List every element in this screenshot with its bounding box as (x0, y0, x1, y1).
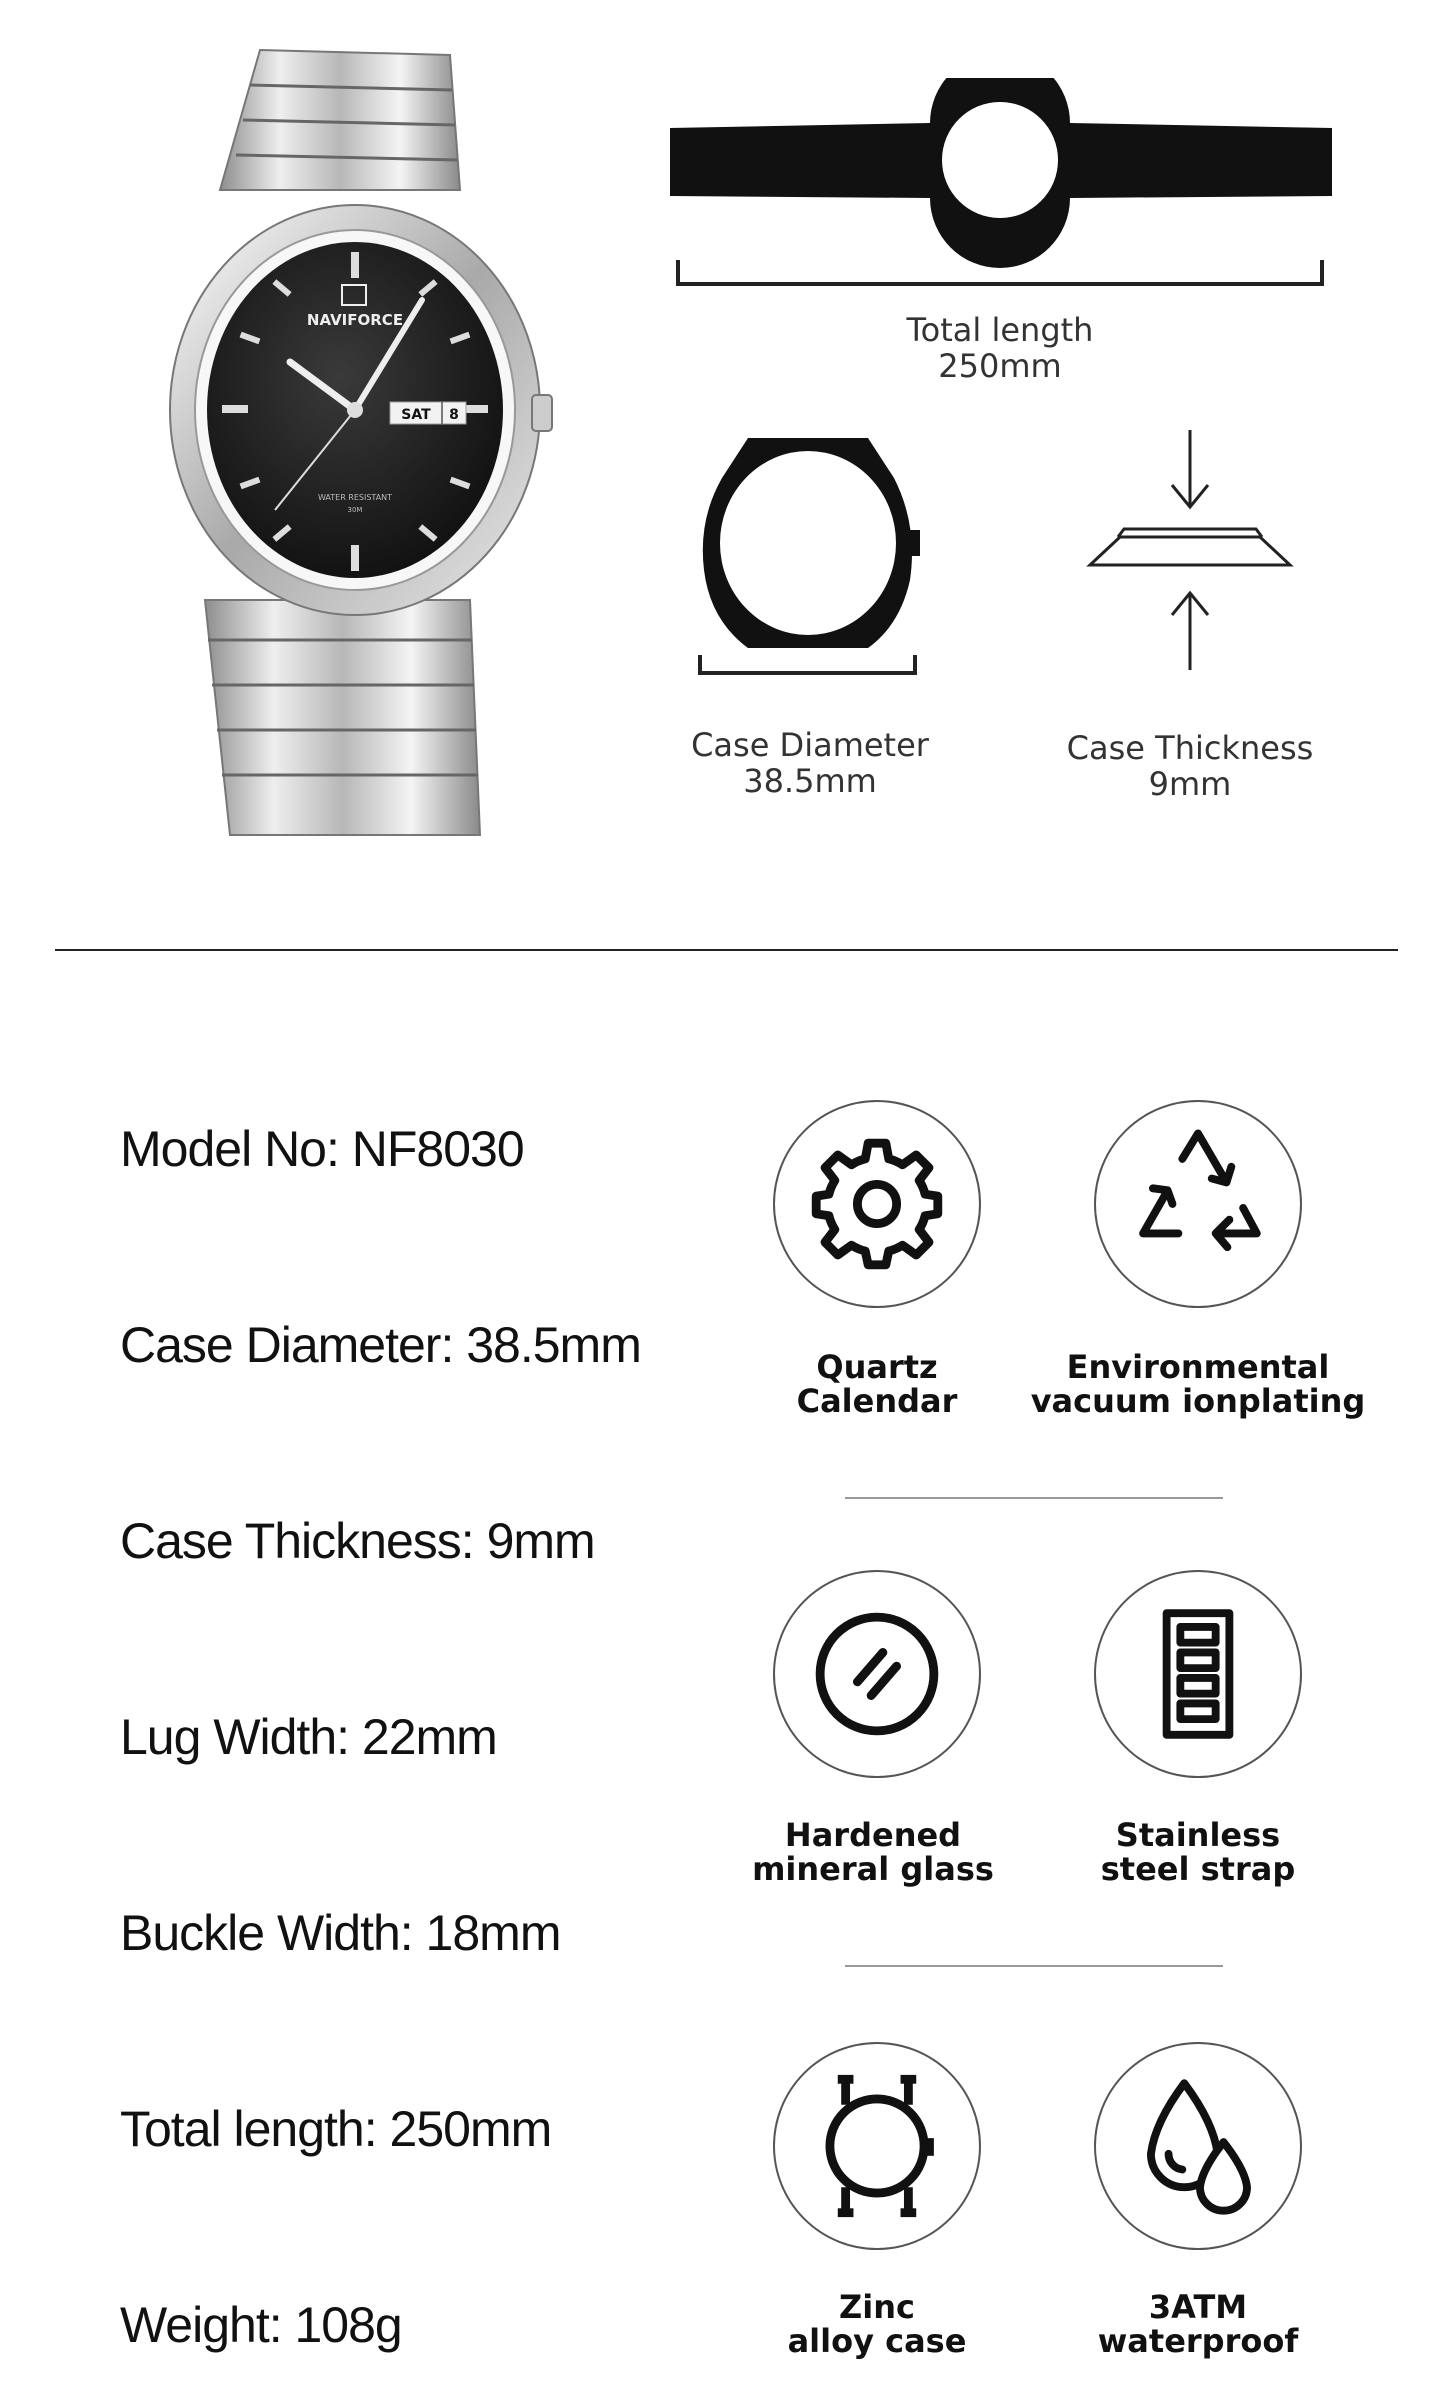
feature-strap-line1: Stainless (1115, 1816, 1281, 1854)
feature-glass-line2: mineral glass (752, 1850, 994, 1888)
feature-waterproof-circle (1094, 2042, 1302, 2250)
feature-quartz-line1: Quartz (816, 1348, 938, 1386)
feature-ionplating-line1: Environmental (1066, 1348, 1330, 1386)
spec-lug-width: Lug Width: 22mm (120, 1709, 497, 1765)
spec-total-length: Total length: 250mm (120, 2101, 552, 2157)
feature-case-circle (773, 2042, 981, 2250)
feature-divider-1 (845, 1497, 1223, 1499)
dial-day: SAT (401, 407, 431, 423)
case-thickness-value: 9mm (1148, 765, 1232, 803)
water-drops-icon (1096, 2044, 1300, 2248)
feature-glass-label (703, 1818, 1043, 1886)
watch-case-icon (775, 2044, 979, 2248)
feature-case-label (707, 2290, 1047, 2358)
case-diameter-diagram (690, 430, 940, 680)
feature-quartz-line2: Calendar (796, 1382, 958, 1420)
feature-quartz-circle (773, 1100, 981, 1308)
recycle-icon (1096, 1102, 1300, 1306)
case-diameter-title: Case Diameter (691, 726, 929, 764)
feature-waterproof-line2: waterproof (1097, 2322, 1299, 2360)
gear-icon (775, 1102, 979, 1306)
case-thickness-title: Case Thickness (1066, 729, 1314, 767)
dial-date: 8 (449, 407, 459, 423)
feature-waterproof-label (1028, 2290, 1368, 2358)
section-divider (55, 949, 1398, 951)
dial-depth-text: 30M (347, 506, 363, 514)
strap-icon (1096, 1572, 1300, 1776)
feature-ionplating-circle (1094, 1100, 1302, 1308)
feature-ionplating-line2: vacuum ionplating (1030, 1382, 1366, 1420)
spec-buckle-width: Buckle Width: 18mm (120, 1905, 561, 1961)
watch-photo (100, 40, 570, 840)
feature-quartz-label (707, 1350, 1047, 1418)
dial-brand: NAVIFORCE (306, 311, 404, 329)
feature-strap-label (1028, 1818, 1368, 1886)
feature-strap-circle (1094, 1570, 1302, 1778)
spec-case-thickness: Case Thickness: 9mm (120, 1513, 595, 1569)
total-length-diagram (660, 78, 1340, 298)
total-length-label (860, 312, 1140, 384)
glass-icon (775, 1572, 979, 1776)
feature-glass-line1: Hardened (784, 1816, 962, 1854)
feature-ionplating-label (1028, 1350, 1368, 1418)
dial-water-text: WATER RESISTANT (317, 493, 393, 502)
feature-glass-circle (773, 1570, 981, 1778)
feature-case-line2: alloy case (787, 2322, 967, 2360)
feature-case-line1: Zinc (839, 2288, 915, 2326)
case-thickness-diagram (1060, 425, 1320, 675)
feature-divider-2 (845, 1965, 1223, 1967)
total-length-value: 250mm (938, 347, 1062, 385)
case-thickness-label (1050, 730, 1330, 802)
case-diameter-label (670, 727, 950, 799)
spec-model-no: Model No: NF8030 (120, 1121, 524, 1177)
feature-strap-line2: steel strap (1100, 1850, 1296, 1888)
spec-weight: Weight: 108g (120, 2297, 402, 2353)
spec-case-diameter: Case Diameter: 38.5mm (120, 1317, 641, 1373)
case-diameter-value: 38.5mm (743, 762, 877, 800)
total-length-title: Total length (906, 311, 1094, 349)
feature-waterproof-line1: 3ATM (1148, 2288, 1248, 2326)
